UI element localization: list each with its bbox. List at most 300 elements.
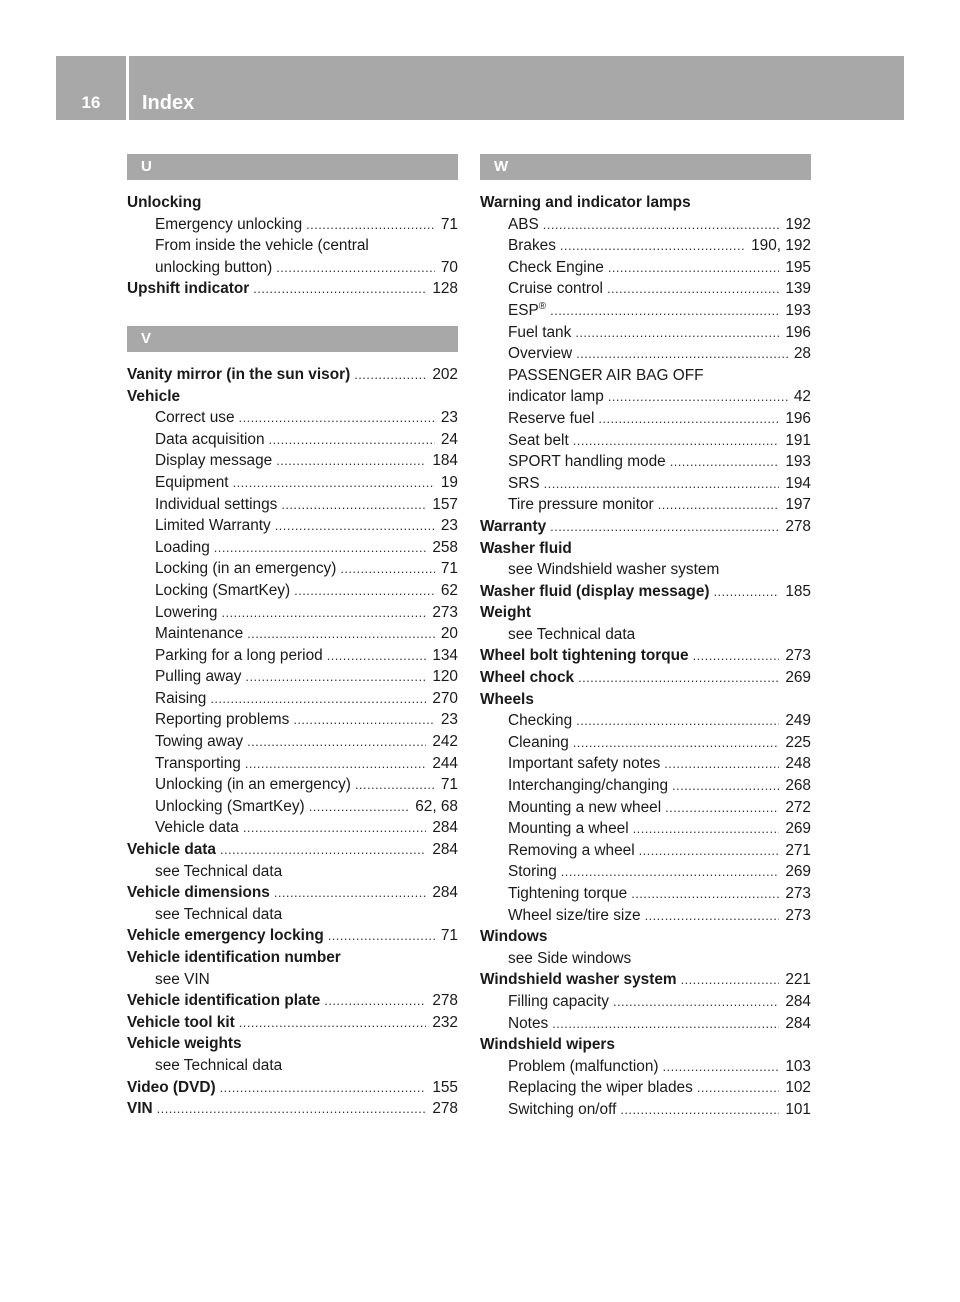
dot-leader	[220, 1077, 427, 1099]
index-subentry	[127, 904, 458, 926]
index-subentry	[127, 969, 458, 991]
index-subentry	[480, 494, 811, 516]
dot-leader	[576, 710, 779, 732]
entry-text: Warranty	[480, 517, 547, 535]
page-reference: 268	[785, 777, 811, 795]
entry-text: see Technical data	[508, 625, 636, 643]
entry-text: Cleaning	[508, 733, 569, 751]
dot-leader	[354, 364, 426, 386]
entry-text: Brakes	[508, 237, 556, 255]
page-reference: 157	[432, 495, 458, 513]
index-subentry	[480, 257, 811, 279]
index-subentry	[127, 796, 458, 818]
entry-text: Washer fluid	[480, 539, 572, 557]
entry-text: see VIN	[155, 970, 210, 988]
page-reference: 193	[785, 453, 811, 471]
index-entry	[480, 926, 811, 948]
index-column-left	[127, 154, 458, 1120]
dot-leader	[245, 753, 426, 775]
page-reference: 225	[785, 733, 811, 751]
index-subentry	[480, 473, 811, 495]
dot-leader	[665, 797, 779, 819]
dot-leader	[560, 235, 745, 257]
index-subentry	[480, 753, 811, 775]
index-entry	[127, 1012, 458, 1034]
entry-text: Overview	[508, 345, 573, 363]
page-reference: 221	[785, 971, 811, 989]
entry-text: Cruise control	[508, 280, 603, 298]
index-subentry	[127, 774, 458, 796]
entry-text: Interchanging/changing	[508, 777, 669, 795]
index-subentry	[480, 214, 811, 236]
index-entry	[480, 1034, 811, 1056]
index-entry	[480, 192, 811, 214]
page-reference: 71	[440, 215, 458, 233]
index-entry	[127, 278, 458, 300]
dot-leader	[714, 581, 780, 603]
entry-text: Locking (SmartKey)	[155, 581, 291, 599]
entry-text: Display message	[155, 452, 273, 470]
entry-text: see Technical data	[155, 1056, 283, 1074]
index-subentry	[480, 278, 811, 300]
index-subentry	[480, 451, 811, 473]
entry-text: Reserve fuel	[508, 409, 595, 427]
index-entry	[480, 516, 811, 538]
entry-text: Unlocking (in an emergency)	[155, 776, 351, 794]
entry-text: see Technical data	[155, 862, 283, 880]
page-reference: 191	[785, 431, 811, 449]
page-reference: 194	[785, 474, 811, 492]
page-reference: 20	[440, 625, 458, 643]
entry-text: Problem (malfunction)	[508, 1057, 659, 1075]
page-reference: 155	[432, 1078, 458, 1096]
index-subentry	[127, 623, 458, 645]
page-title: Index	[142, 92, 195, 114]
dot-leader	[327, 645, 427, 667]
index-entry	[480, 645, 811, 667]
page-reference: 278	[432, 992, 458, 1010]
index-subentry	[480, 624, 811, 646]
entry-text: Removing a wheel	[508, 841, 635, 859]
dot-leader	[281, 494, 426, 516]
entry-text: Unlocking	[127, 194, 202, 211]
index-entry	[127, 925, 458, 947]
entry-text: Unlocking (SmartKey)	[155, 797, 305, 815]
entry-text: VIN	[127, 1100, 153, 1118]
dot-leader	[239, 407, 435, 429]
dot-leader	[247, 731, 426, 753]
dot-leader	[214, 537, 427, 559]
page-reference: 273	[432, 603, 458, 621]
entry-text: Reporting problems	[155, 711, 290, 729]
index-subentry	[480, 322, 811, 344]
entry-text: Towing away	[155, 733, 244, 751]
page-reference: 23	[440, 517, 458, 535]
dot-leader	[664, 753, 779, 775]
dot-leader	[275, 515, 435, 537]
entry-text: Lowering	[155, 603, 218, 621]
dot-leader	[220, 839, 426, 861]
index-subentry	[480, 732, 811, 754]
page-reference: 102	[785, 1079, 811, 1097]
dot-leader	[613, 991, 779, 1013]
entry-text: Wheel chock	[480, 669, 575, 687]
page-reference: 269	[785, 669, 811, 687]
page-reference: 24	[440, 430, 458, 448]
entry-text: Vehicle identification plate	[127, 992, 321, 1010]
entry-text: Mounting a new wheel	[508, 798, 662, 816]
page-reference: 190, 192	[751, 237, 811, 255]
entry-text: indicator lamp	[508, 388, 604, 406]
dot-leader	[561, 861, 780, 883]
index-subentry	[480, 797, 811, 819]
dot-leader	[550, 516, 779, 538]
page-reference: 195	[785, 258, 811, 276]
index-subentry	[127, 666, 458, 688]
entry-text: Mounting a wheel	[508, 820, 629, 838]
dot-leader	[658, 494, 780, 516]
entry-text: unlocking button)	[155, 258, 273, 276]
dot-leader	[239, 1012, 427, 1034]
page-reference: 232	[432, 1013, 458, 1031]
index-subentry	[480, 991, 811, 1013]
page-reference: 244	[432, 754, 458, 772]
index-subentry	[480, 559, 811, 581]
entry-text: Vehicle	[127, 387, 181, 405]
index-subentry	[480, 861, 811, 883]
dot-leader	[247, 623, 435, 645]
entry-text: Upshift indicator	[127, 280, 250, 298]
page-reference: 62, 68	[415, 797, 458, 815]
index-entry	[480, 969, 811, 991]
index-entry	[127, 947, 458, 969]
index-subentry	[480, 343, 811, 365]
dot-leader	[578, 667, 779, 689]
dot-leader	[598, 408, 779, 430]
page-reference: 284	[785, 1014, 811, 1032]
page-reference: 284	[432, 884, 458, 902]
dot-leader	[309, 796, 410, 818]
index-entry	[480, 689, 811, 711]
dot-leader	[210, 688, 426, 710]
index-entry	[127, 386, 458, 408]
dot-leader	[620, 1099, 779, 1121]
index-entry	[480, 602, 811, 624]
page-reference: 184	[432, 452, 458, 470]
index-subentry	[480, 1077, 811, 1099]
page-reference: 196	[785, 323, 811, 341]
entry-text: Replacing the wiper blades	[508, 1079, 693, 1097]
index-entry	[127, 839, 458, 861]
entry-text: Equipment	[155, 473, 229, 491]
dot-leader	[544, 473, 780, 495]
entry-text: Notes	[508, 1014, 549, 1032]
index-subentry	[480, 430, 811, 452]
page-header	[56, 56, 904, 120]
index-subentry	[480, 1099, 811, 1121]
index-subentry	[127, 817, 458, 839]
entry-text: SPORT handling mode	[508, 453, 666, 471]
dot-leader	[340, 558, 435, 580]
index-subentry	[127, 257, 458, 279]
header-divider	[126, 56, 129, 120]
dot-leader	[639, 840, 780, 862]
entry-text: Switching on/off	[508, 1100, 617, 1118]
page-reference: 28	[793, 345, 811, 363]
page-reference: 248	[785, 755, 811, 773]
entry-text: Vehicle emergency locking	[127, 927, 324, 945]
dot-leader	[294, 580, 435, 602]
entry-text: Windows	[480, 928, 548, 946]
page-number: 16	[81, 93, 101, 112]
dot-leader	[573, 430, 780, 452]
page-reference: 23	[440, 409, 458, 427]
page-reference: 271	[785, 841, 811, 859]
index-entry	[127, 990, 458, 1012]
entry-text: PASSENGER AIR BAG OFF	[508, 366, 704, 384]
entry-text: Vanity mirror (in the sun visor)	[127, 365, 351, 383]
entry-text: Checking	[508, 712, 573, 730]
entry-text: Weight	[480, 604, 532, 622]
index-entry	[127, 1077, 458, 1099]
index-subentry	[127, 753, 458, 775]
entry-text: Emergency unlocking	[155, 215, 303, 233]
index-subentry	[127, 645, 458, 667]
index-subentry	[480, 300, 811, 322]
index-subentry	[127, 450, 458, 472]
entry-text: Vehicle dimensions	[127, 884, 270, 902]
entry-text: Warning and indicator lamps	[480, 194, 691, 211]
entry-text: see Side windows	[508, 949, 632, 967]
page-reference: 23	[440, 711, 458, 729]
entry-text: Pulling away	[155, 668, 242, 686]
entry-text: Vehicle tool kit	[127, 1013, 235, 1031]
entry-text: see Windshield washer system	[508, 561, 720, 579]
dot-leader	[697, 1077, 780, 1099]
entry-text: Seat belt	[508, 431, 569, 449]
entry-text: Fuel tank	[508, 323, 572, 341]
index-subentry	[127, 558, 458, 580]
page-reference: 278	[432, 1100, 458, 1118]
dot-leader	[681, 969, 780, 991]
dot-leader	[573, 732, 780, 754]
dot-leader	[355, 774, 435, 796]
page-reference: 269	[785, 820, 811, 838]
registered-mark: ®	[538, 300, 547, 312]
index-entry	[127, 364, 458, 386]
index-subentry	[127, 861, 458, 883]
entry-text: Wheels	[480, 690, 534, 708]
index-subentry	[127, 214, 458, 236]
entry-text: ABS	[508, 215, 539, 233]
entry-text: see Technical data	[155, 905, 283, 923]
page-reference: 196	[785, 409, 811, 427]
index-entry	[127, 1098, 458, 1120]
entry-text: SRS	[508, 474, 540, 492]
index-subentry	[127, 537, 458, 559]
index-subentry	[480, 386, 811, 408]
index-column-right	[480, 154, 811, 1121]
entry-text: Storing	[508, 863, 557, 881]
dot-leader	[543, 214, 780, 236]
dot-leader	[693, 645, 780, 667]
page-reference: 197	[785, 496, 811, 514]
entry-text: Wheel bolt tightening torque	[480, 647, 689, 665]
page-reference: 273	[785, 885, 811, 902]
entry-text: Loading	[155, 538, 210, 556]
entry-text: Parking for a long period	[155, 646, 323, 664]
dot-leader	[253, 278, 426, 300]
index-subentry	[480, 775, 811, 797]
dot-leader	[672, 775, 779, 797]
page-reference: 120	[432, 668, 458, 686]
dot-leader	[576, 343, 788, 365]
index-subentry	[127, 688, 458, 710]
page-reference: 270	[432, 689, 458, 707]
dot-leader	[243, 817, 426, 839]
dot-leader	[631, 883, 779, 905]
page-reference: 19	[440, 473, 458, 491]
index-subentry	[127, 407, 458, 429]
dot-leader	[645, 905, 780, 927]
page-reference: 193	[785, 301, 811, 319]
index-subentry	[480, 1013, 811, 1035]
entry-text: Vehicle data	[127, 841, 216, 859]
page-reference: 71	[440, 776, 458, 794]
page-reference: 71	[440, 560, 458, 578]
entry-text: Transporting	[155, 754, 241, 772]
index-subentry	[480, 1056, 811, 1078]
dot-leader	[328, 925, 435, 947]
page-reference: 128	[432, 280, 458, 298]
page-reference: 103	[785, 1057, 811, 1075]
page-reference: 42	[793, 388, 811, 406]
page-reference: 101	[785, 1100, 811, 1118]
entry-text: Video (DVD)	[127, 1078, 216, 1096]
page-reference: 249	[785, 712, 811, 730]
page-reference: 269	[785, 863, 811, 881]
page-reference: 278	[785, 517, 811, 535]
index-subentry	[480, 883, 811, 905]
page-reference: 242	[432, 733, 458, 751]
dot-leader	[157, 1098, 427, 1120]
index-entry	[127, 882, 458, 904]
dot-leader	[269, 429, 435, 451]
entry-text: Individual settings	[155, 495, 278, 513]
page-reference: 258	[432, 538, 458, 556]
page-reference: 62	[440, 581, 458, 599]
entry-text: Tire pressure monitor	[508, 496, 654, 514]
page-reference: 202	[432, 365, 458, 383]
dot-leader	[306, 214, 435, 236]
index-subentry	[480, 408, 811, 430]
page-reference: 139	[785, 280, 811, 298]
index-subentry	[480, 710, 811, 732]
dot-leader	[293, 709, 435, 731]
entry-text: Correct use	[155, 409, 235, 427]
page-reference: 70	[440, 258, 458, 276]
page-reference: 134	[432, 646, 458, 664]
entry-text: Data acquisition	[155, 430, 265, 448]
page-reference: 71	[440, 927, 458, 945]
page-reference: 284	[785, 992, 811, 1010]
entry-text: Windshield washer system	[480, 971, 677, 989]
dot-leader	[633, 818, 780, 840]
entry-text: Washer fluid (display message)	[480, 582, 710, 600]
index-entry	[127, 192, 458, 214]
entry-text: Important safety notes	[508, 755, 661, 773]
index-subentry	[127, 472, 458, 494]
section-header-v: V	[127, 326, 458, 352]
index-subentry	[127, 731, 458, 753]
index-entry	[480, 581, 811, 603]
entry-text: Check Engine	[508, 258, 604, 276]
page-reference: 284	[432, 819, 458, 837]
entry-text: Wheel size/tire size	[508, 906, 641, 924]
entry-text: Raising	[155, 689, 207, 707]
index-subentry	[480, 905, 811, 927]
entry-text: Filling capacity	[508, 992, 609, 1010]
entry-text: Windshield wipers	[480, 1036, 615, 1054]
dot-leader	[221, 602, 426, 624]
dot-leader	[274, 882, 426, 904]
index-subentry	[480, 365, 811, 387]
dot-leader	[324, 990, 426, 1012]
index-subentry	[480, 948, 811, 970]
index-subentry	[127, 580, 458, 602]
entry-text: Maintenance	[155, 625, 244, 643]
index-entry	[480, 538, 811, 560]
dot-leader	[276, 450, 426, 472]
index-subentry	[127, 709, 458, 731]
dot-leader	[607, 278, 779, 300]
dot-leader	[670, 451, 780, 473]
dot-leader	[276, 257, 435, 279]
page-reference: 272	[785, 798, 811, 816]
index-subentry	[127, 429, 458, 451]
entry-text: From inside the vehicle (central	[155, 237, 369, 255]
index-subentry	[480, 818, 811, 840]
entry-text: Vehicle weights	[127, 1035, 242, 1053]
entry-text: ESP®	[508, 300, 547, 319]
page-reference: 273	[785, 647, 811, 665]
page-reference: 284	[432, 841, 458, 859]
page-reference: 185	[785, 582, 811, 600]
entry-text: Vehicle data	[155, 819, 239, 837]
index-subentry	[480, 840, 811, 862]
index-subentry	[127, 494, 458, 516]
index-entry	[480, 667, 811, 689]
dot-leader	[552, 1013, 779, 1035]
section-header-w: W	[480, 154, 811, 180]
index-subentry	[480, 235, 811, 257]
dot-leader	[608, 257, 779, 279]
entry-text: Vehicle identification number	[127, 949, 341, 966]
dot-leader	[575, 322, 779, 344]
index-entry	[127, 1033, 458, 1055]
index-subentry	[127, 602, 458, 624]
entry-text: Limited Warranty	[155, 517, 271, 535]
entry-text: Locking (in an emergency)	[155, 560, 337, 578]
index-subentry	[127, 515, 458, 537]
page-reference: 273	[785, 906, 811, 924]
section-header-u: U	[127, 154, 458, 180]
dot-leader	[245, 666, 426, 688]
index-subentry	[127, 235, 458, 257]
page-reference: 192	[785, 215, 811, 233]
dot-leader	[233, 472, 435, 494]
dot-leader	[663, 1056, 780, 1078]
